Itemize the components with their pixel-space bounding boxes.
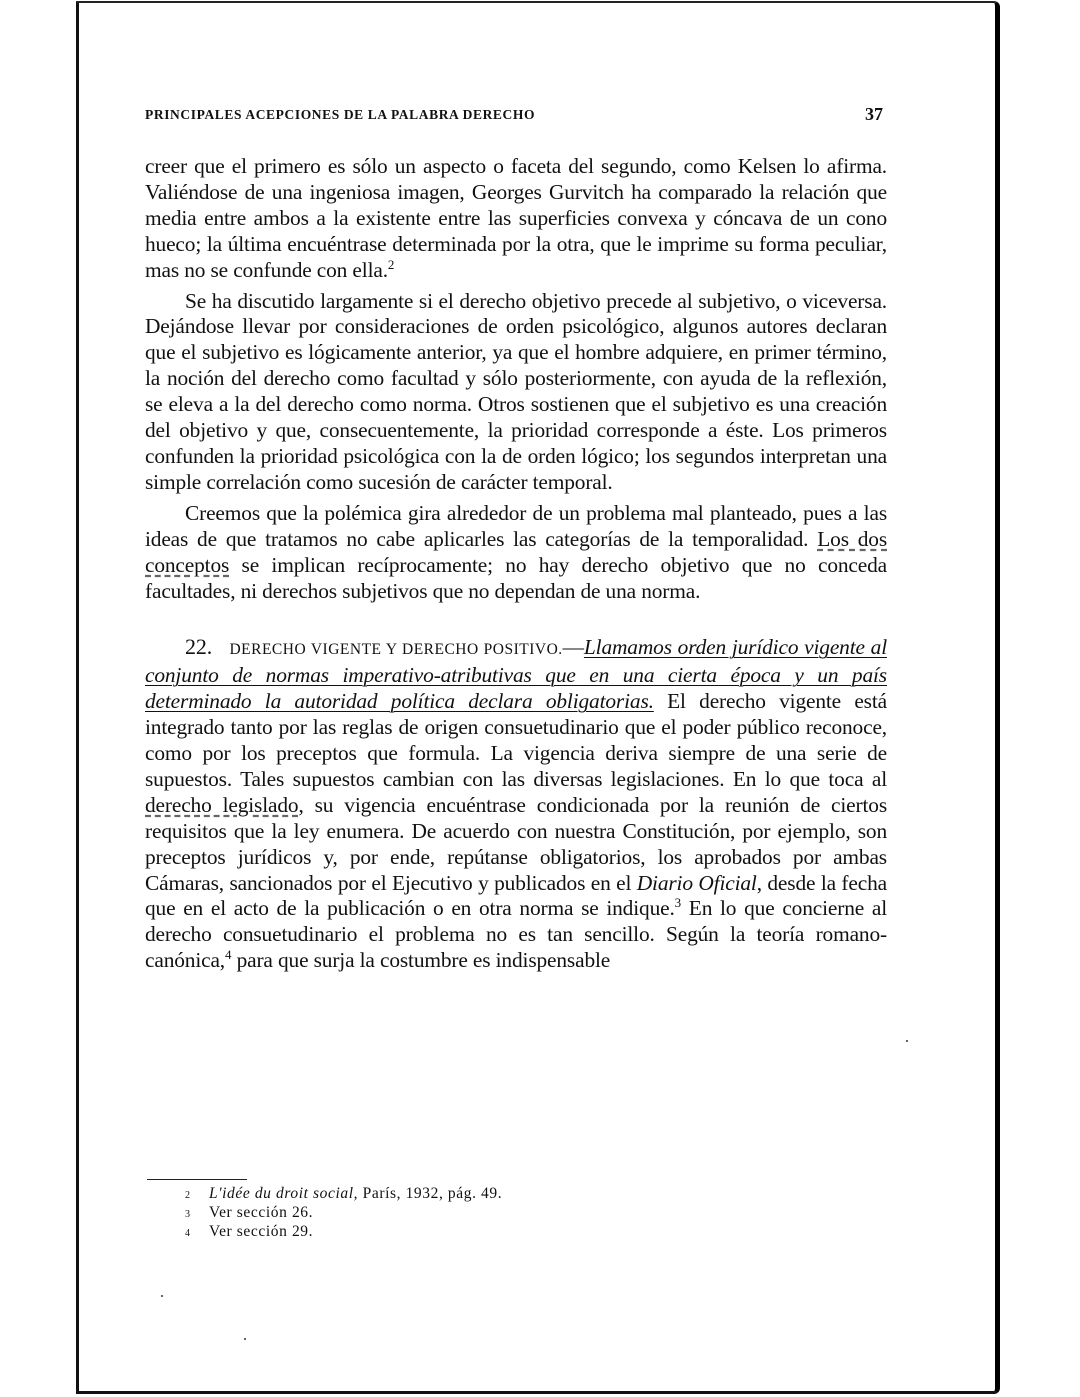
section-text: , su vigencia encuéntrase condicionada por la reunión de ciertos requisitos que la ley enumera. De acuerdo con nuestra Constitución, por ejemplo, son preceptos jurídicos y, por ende, repútanse obligatorios, los aprobados por ambas Cámaras, sancionados por el Ejecutivo y publicados en el bbox=[145, 792, 887, 895]
body-text bbox=[145, 154, 887, 974]
paragraph-text: Se ha discutido largamente si el derecho objetivo precede al subjetivo, o viceversa. Dejándose llevar por consideraciones de orden psicológico, algunos autores declaran que el subjetivo es lógicamente anterior, ya que el hombre adquiere, en primer término, la noción del derecho como facultad y sólo posteriormente, con ayuda de la reflexión, se eleva a la del derecho como norma. Otros sostienen que el subjetivo es una creación del objetivo y que, consecuentemente, la prioridad corresponde a éste. Los primeros confunden la prioridad psicológica con la de orden lógico; los segundos interpretan una simple correlación como sucesión de carácter temporal. bbox=[145, 288, 887, 494]
definition-underlined: Llamamos orden jurídico vigente al conjunto de normas imperativo-atributivas que en una cierta época y un país determinado la autoridad política declara obligatorias. bbox=[145, 635, 888, 714]
footnote-mark: 4 bbox=[185, 1228, 190, 1239]
footnote-4 bbox=[185, 1222, 502, 1241]
paragraph-text: creer que el primero es sólo un aspecto o faceta del segundo, como Kelsen lo afirma. Valiéndose de una ingeniosa imagen, Georges Gurvitch ha comparado la relación que media entre ambos a la existente entre las superficies convexa y cóncava de un cono hueco; la última encuéntrase determinada por la otra, que le imprime su forma peculiar, mas no se confunde con ella. bbox=[145, 154, 887, 282]
footnote-mark: 2 bbox=[185, 1190, 190, 1201]
running-title: PRINCIPALES ACEPCIONES DE LA PALABRA DERECHO bbox=[145, 107, 536, 122]
footnote-text: Ver sección 29. bbox=[209, 1223, 314, 1240]
footnote-text: París, 1932, pág. 49. bbox=[358, 1185, 503, 1202]
section-number: 22. bbox=[185, 634, 213, 660]
paragraph-text: se implican recíprocamente; no hay derecho objetivo que no conceda facultades, ni derechos subjetivos que no dependan de una norma. bbox=[145, 552, 887, 603]
scan-speck bbox=[161, 1295, 163, 1297]
paragraph-text: Creemos que la polémica gira alrededor de un problema mal planteado, pues a las ideas de que tratamos no cabe aplicarles las categorías de la temporalidad. bbox=[145, 500, 887, 551]
pencil-underlined-text: derecho legislado bbox=[145, 792, 299, 817]
paragraph-polemic bbox=[145, 501, 887, 605]
section-text: , desde la fecha que en el acto de la publicación o en otra norma se indique. bbox=[145, 870, 887, 921]
paragraph-priority-debate bbox=[145, 289, 887, 496]
section-text: En lo que concierne al derecho consuetudinario el problema no es tan sencillo. Según la teoría romano-canónica, bbox=[145, 896, 887, 973]
section-22 bbox=[145, 634, 887, 974]
running-head bbox=[145, 104, 885, 126]
footnote-ref-3: 3 bbox=[674, 895, 682, 911]
section-text: para que surja la costumbre es indispensable bbox=[231, 948, 611, 973]
scan-speck bbox=[244, 1338, 246, 1340]
footnote-2 bbox=[185, 1184, 502, 1203]
footnote-mark: 3 bbox=[185, 1209, 190, 1220]
footnote-ref-4: 4 bbox=[225, 947, 232, 963]
footnote-divider bbox=[147, 1179, 247, 1180]
italic-diario-oficial: Diario Oficial bbox=[636, 870, 757, 895]
section-text: El derecho vigente está integrado tanto por las reglas de origen consuetudinario que el poder público reconoce, como por los preceptos que formula. La vigencia deriva siempre de una serie de supuestos. Tales supuestos cambian con las diversas legislaciones. En lo que toca al bbox=[145, 689, 887, 791]
footnote-title: L'idée du droit social, bbox=[209, 1185, 359, 1202]
footnote-ref-2: 2 bbox=[387, 256, 395, 272]
pencil-underlined-text: Los dos conceptos bbox=[145, 526, 887, 577]
scan-speck bbox=[906, 1040, 908, 1042]
footnote-text: Ver sección 26. bbox=[209, 1204, 314, 1221]
section-title: DERECHO VIGENTE Y DERECHO POSITIVO. bbox=[229, 641, 563, 659]
paragraph-continuation bbox=[145, 154, 887, 284]
page-number: 37 bbox=[865, 104, 883, 124]
footnote-3 bbox=[185, 1203, 502, 1222]
em-dash: — bbox=[562, 635, 584, 660]
footnotes bbox=[185, 1184, 502, 1241]
